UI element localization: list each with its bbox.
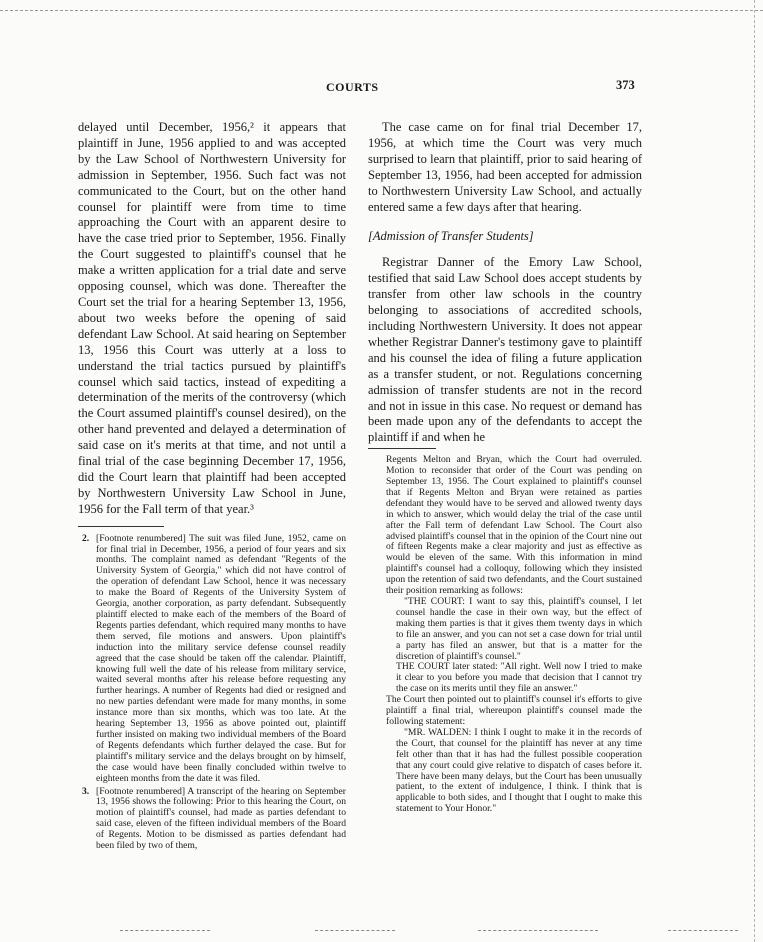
top-scan-border [0,10,763,11]
body-paragraph: The case came on for final trial December 17, 1956, at which time the Court was very much surprised to learn that plaintiff, prior to said hearing of September 13, 1956, had been accepted for admission to Northwestern University Law School, and actually entered same a few days after that hearing. [368,120,642,214]
footnote-3-continued: The Court then pointed out to plaintiff's counsel it's efforts to give plaintiff a final trial, whereupon plaintiff's counsel made the following statement: [386,694,642,727]
bottom-scan-border [668,930,738,931]
footnote-number: 2. [82,532,90,544]
footnote-2 [82,532,346,785]
footnote-divider [78,526,164,527]
page-number: 373 [616,78,635,92]
footnote-text: [Footnote renumbered] A transcript of the hearing on September 13, 1956 shows the following: Prior to this hearing the Court, on motion of plaintiff's counsel, had made as parties defendant to said case, eleven of the fifteen individual members of the Board of Regents. Motion to be dismissed as parties defendant had been filed by two of them, [96,785,346,852]
right-scan-border [754,0,755,942]
right-column [368,120,642,815]
footnote-3-continued: Regents Melton and Bryan, which the Court had overruled. Motion to reconsider that order of the Court was pending on September 13, 1956. The Court explained to plaintiff's counsel that if Regents Melton and Bryan were retained as parties defendant they would have to be served and allowed twenty days in which to answer, which would delay the trial of the case until after the Fall term of defendant Law School. The Court also advised plaintiff's counsel that in the opinion of the Court nine out of fifteen Regents make a clear majority and just as effective as would be eleven of the same. With this information in mind plaintiff's counsel had a colloquy, following which they insisted upon the retention of said two defendants, and the Court sustained their position remarking as follows: [386,454,642,597]
bottom-scan-border [478,930,598,931]
section-heading: [Admission of Transfer Students] [368,229,534,244]
footnote-number: 3. [82,785,90,797]
footnote-3 [82,785,346,852]
bottom-scan-border [315,930,395,931]
left-column [78,120,346,852]
court-quote: "THE COURT: I want to say this, plaintiff's counsel, I let counsel handle the case in their own way, but the effect of making them parties is that it gives them twenty days in which to file an answer, and you can not set a case down for trial until a party has filed an answer, but that is a matter for the discretion of plaintiff's counsel." [396,596,642,662]
body-paragraph: delayed until December, 1956,² it appears that plaintiff in June, 1956 applied to and was accepted by the Law School of Northwestern University for admission in September, 1956. Such fact was not communicated to the Court, but on the other hand counsel for plaintiff were from time to time approaching the Court with an apparent desire to have the case tried prior to September, 1956. Finally the Court suggested to plaintiff's counsel that he make a written application for a trial date and serve opposing counsel, which was done. Thereafter the Court set the trial for a hearing September 13, 1956, about two weeks before the opening of said defendant Law School. At said hearing on September 13, 1956 this Court was utterly at a loss to understand the trial tactics pursued by plaintiff's counsel which said tactics, instead of expediting a determination of the merits of the controversy (which the Court assumed plaintiff's counsel desired), on the other hand prevented and delayed a determination of said case on it's merits at that time, and not until a final trial of the case beginning December 17, 1956, did the Court learn that plaintiff had been accepted by Northwestern University Law School in June, 1956 for the Fall term of that year.³ [78,120,346,516]
footnote-text: [Footnote renumbered] The suit was filed June, 1952, came on for final trial in December, 1956, a period of four years and six months. The complaint named as defendant "Regents of the University System of Georgia," which did not have control of the operation of defendant Law School, hence it was necessary to make the Board of Regents of the University System of Georgia, another corporation, as party defendant. Subsequently plaintiff elected to make each of the members of the Board of Regents parties defendant, which required many months to have them served, file motions and answers. Upon plaintiff's induction into the military service defense counsel readily agreed that the case should be taken off the calendar. Plaintiff, knowing full well the date of his release from military service, waited several months after his release before requesting any further hearings. A number of Regents had died or resigned and no new parties defendant were made for many months, in some instance more than six months, which was too late. At the hearing September 13, 1956 as above pointed out, plaintiff further insisted on making two individual members of the Board of Regents defendants which further delayed the case. But for plaintiff's military service and the delays brought on by himself, the case would have been finally concluded within twelve to eighteen months from the date it was filed. [96,532,346,784]
footnote-divider [368,448,436,449]
running-header: COURTS [326,80,379,94]
court-quote: THE COURT later stated: "All right. Well now I tried to make it clear to you before you made that decision that I cannot try the case on its merits until they file an answer." [396,661,642,695]
bottom-scan-border [120,930,210,931]
counsel-quote: "MR. WALDEN: I think I ought to make it in the records of the Court, that counsel for the plaintiff has never at any time felt other than that it has had the fullest possible cooperation that any court could give relative to dispatch of cases before it. There have been many delays, but the Court has been unusually patient, to the extent of indulgence, I think. I think that is applicable to both sides, and I thought that I ought to make this statement to Your Honor." [396,726,642,815]
body-paragraph: Registrar Danner of the Emory Law School, testified that said Law School does accept students by transfer from other law schools in the country belonging to associations of accredited schools, including Northwestern University. It does not appear whether Registrar Danner's testimony gave to plaintiff and his counsel the idea of filing a future application as a transfer student, or not. Regulations concerning admission of transfer students are not in the record and not in issue in this case. No request or demand has been made upon any of the defendants to accept the plaintiff if and when he [368,255,642,445]
